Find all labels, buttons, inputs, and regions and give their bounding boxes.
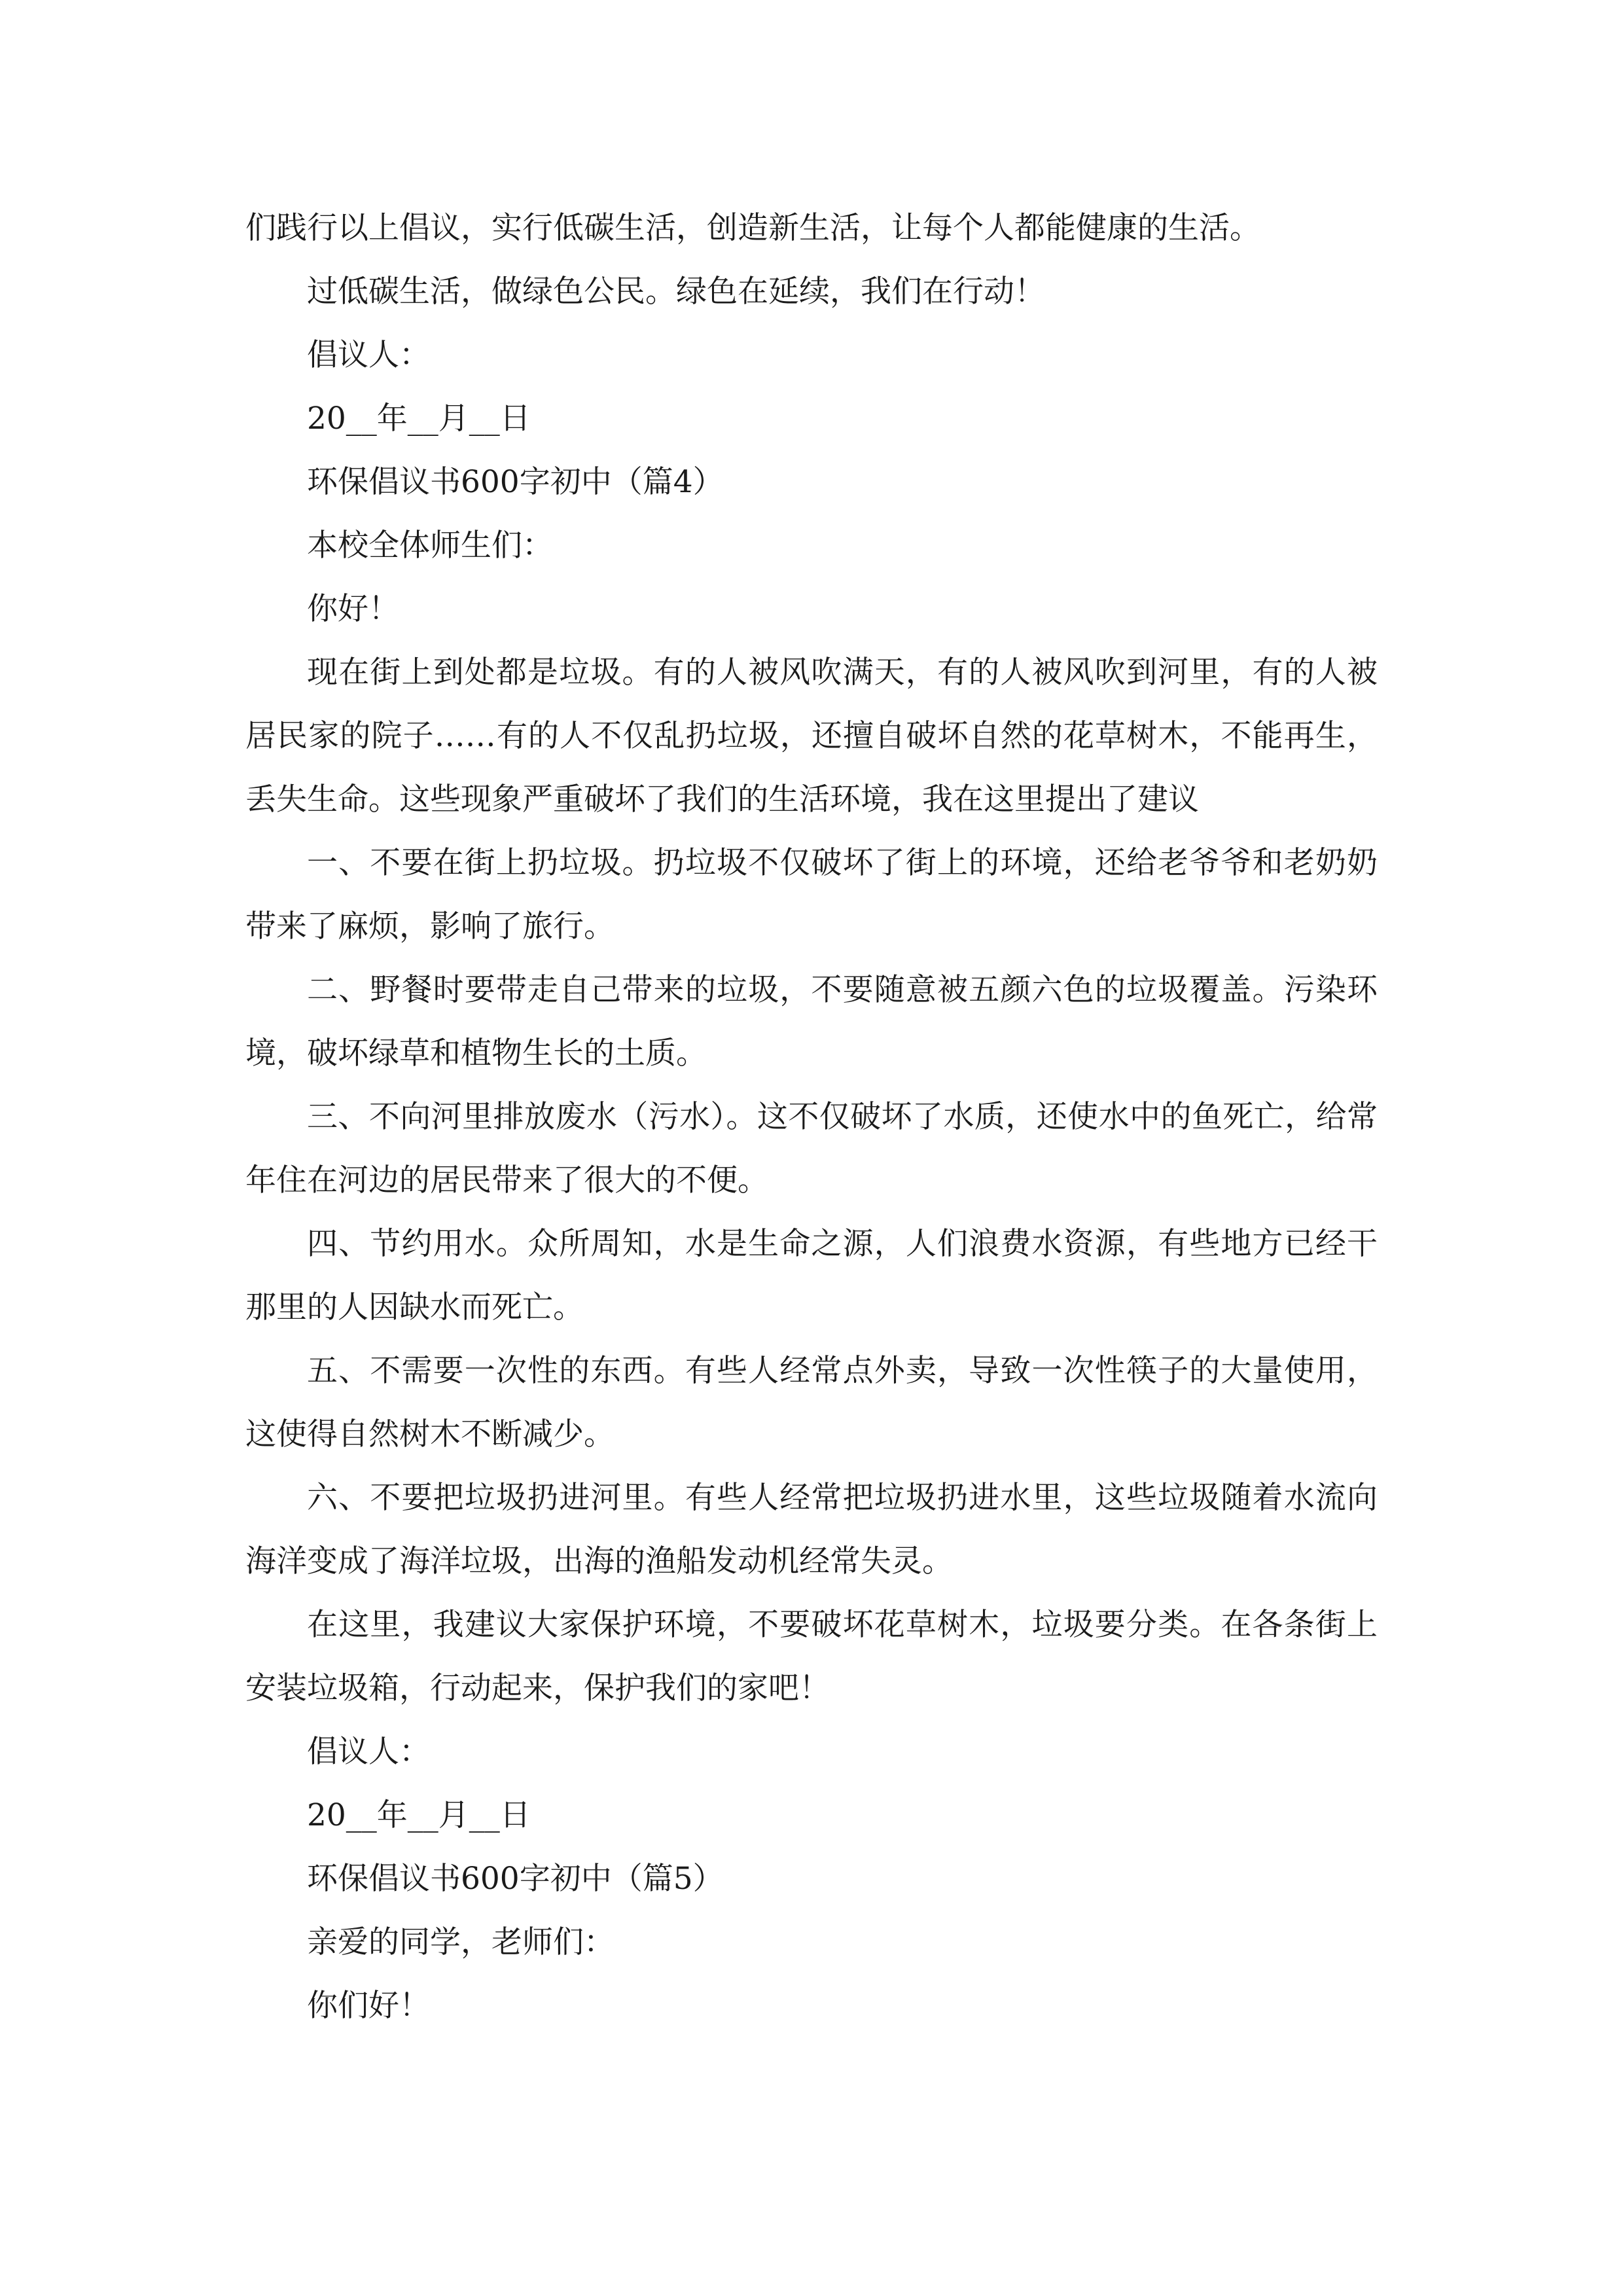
paragraph-item-3: 三、不向河里排放废水（污水）。这不仅破坏了水质，还使水中的鱼死亡，给常年住在河边的居民带来了很大的不便。	[245, 1099, 1378, 1198]
paragraph-item-2: 二、野餐时要带走自己带来的垃圾，不要随意被五颜六色的垃圾覆盖。污染环境，破坏绿草和植物生长的土质。	[245, 972, 1378, 1071]
paragraph-slogan: 过低碳生活，做绿色公民。绿色在延续，我们在行动！	[307, 274, 1045, 310]
salutation: 本校全体师生们：	[307, 528, 553, 564]
document-body	[245, 196, 1378, 2037]
date-line: 20__年__月__日	[307, 401, 531, 437]
paragraph-item-6: 六、不要把垃圾扔进河里。有些人经常把垃圾扔进水里，这些垃圾随着水流向海洋变成了海洋垃圾，出海的渔船发动机经常失灵。	[245, 1480, 1378, 1579]
paragraph-conclusion: 在这里，我建议大家保护环境，不要破坏花草树木，垃圾要分类。在各条街上安装垃圾箱，行动起来，保护我们的家吧！	[245, 1607, 1378, 1706]
paragraph-item-4: 四、节约用水。众所周知，水是生命之源，人们浪费水资源，有些地方已经干那里的人因缺水而死亡。	[245, 1226, 1378, 1325]
section-title-5: 环保倡议书600字初中（篇5）	[307, 1861, 724, 1897]
signature-label: 倡议人：	[307, 1734, 430, 1770]
paragraph-intro: 现在街上到处都是垃圾。有的人被风吹满天，有的人被风吹到河里，有的人被居民家的院子……有的人不仅乱扔垃圾，还擅自破坏自然的花草树木，不能再生，丢失生命。这些现象严重破坏了我们的生活环境，我在这里提出了建议	[245, 655, 1378, 817]
greeting: 你们好！	[307, 1988, 430, 2024]
salutation: 亲爱的同学，老师们：	[307, 1924, 615, 1960]
greeting: 你好！	[307, 591, 399, 627]
paragraph-item-1: 一、不要在街上扔垃圾。扔垃圾不仅破坏了街上的环境，还给老爷爷和老奶奶带来了麻烦，影响了旅行。	[245, 845, 1378, 944]
section-title-4: 环保倡议书600字初中（篇4）	[307, 464, 724, 500]
date-line: 20__年__月__日	[307, 1797, 531, 1833]
signature-label: 倡议人：	[307, 337, 430, 373]
paragraph-continuation: 们践行以上倡议，实行低碳生活，创造新生活，让每个人都能健康的生活。	[245, 210, 1260, 246]
paragraph-item-5: 五、不需要一次性的东西。有些人经常点外卖，导致一次性筷子的大量使用，这使得自然树木不断减少。	[245, 1353, 1378, 1452]
